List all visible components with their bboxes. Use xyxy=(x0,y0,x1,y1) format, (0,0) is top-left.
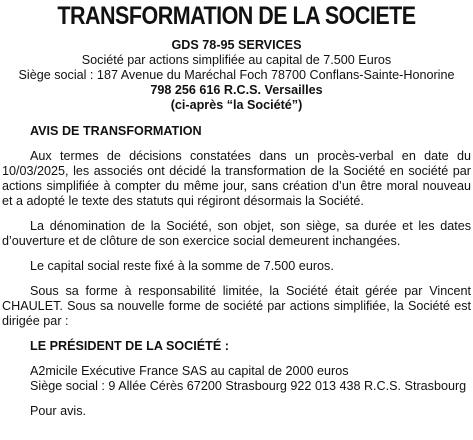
president-heading: LE PRÉSIDENT DE LA SOCIÉTÉ : xyxy=(30,339,229,353)
closing-text: Pour avis. xyxy=(30,404,86,418)
notice-title: TRANSFORMATION DE LA SOCIETE xyxy=(57,2,416,30)
company-rcs: 798 256 616 R.C.S. Versailles xyxy=(150,83,323,97)
company-header xyxy=(2,38,471,113)
company-alias: (ci-après “la Société”) xyxy=(170,98,303,112)
paragraph-unchanged: La dénomination de la Société, son objet, son siège, sa durée et les dates d’ouverture et de clôture de son exercice social demeurent inchangées. xyxy=(2,219,471,248)
notice-heading: AVIS DE TRANSFORMATION xyxy=(30,124,202,138)
paragraph-capital: Le capital social reste fixé à la somme de 7.500 euros. xyxy=(30,259,334,273)
paragraph-management: Sous sa forme à responsabilité limitée, la Société était gérée par Vincent CHAULET. Sous sa nouvelle forme de société par actions simplifiée, la Société est dirigée par : xyxy=(2,284,471,328)
company-address: Siège social : 187 Avenue du Maréchal Foch 78700 Conflans-Sainte-Honorine xyxy=(18,68,455,82)
president-details xyxy=(30,364,471,394)
company-capital: Société par actions simplifiée au capital de 7.500 Euros xyxy=(81,53,392,67)
paragraph-decision: Aux termes de décisions constatées dans un procès-verbal en date du 10/03/2025, les associés ont décidé la transformation de la Société en société par actions simplifiée à compter du même jour, sans création d’un être moral nouveau et a adopté le texte des statuts qui régiront désormais la Société. xyxy=(2,149,471,208)
president-company: A2micile Exécutive France SAS au capital de 2000 euros xyxy=(30,364,349,378)
company-name: GDS 78-95 SERVICES xyxy=(171,38,302,52)
president-address: Siège social : 9 Allée Cérès 67200 Strasbourg 922 013 438 R.C.S. Strasbourg xyxy=(30,379,467,393)
